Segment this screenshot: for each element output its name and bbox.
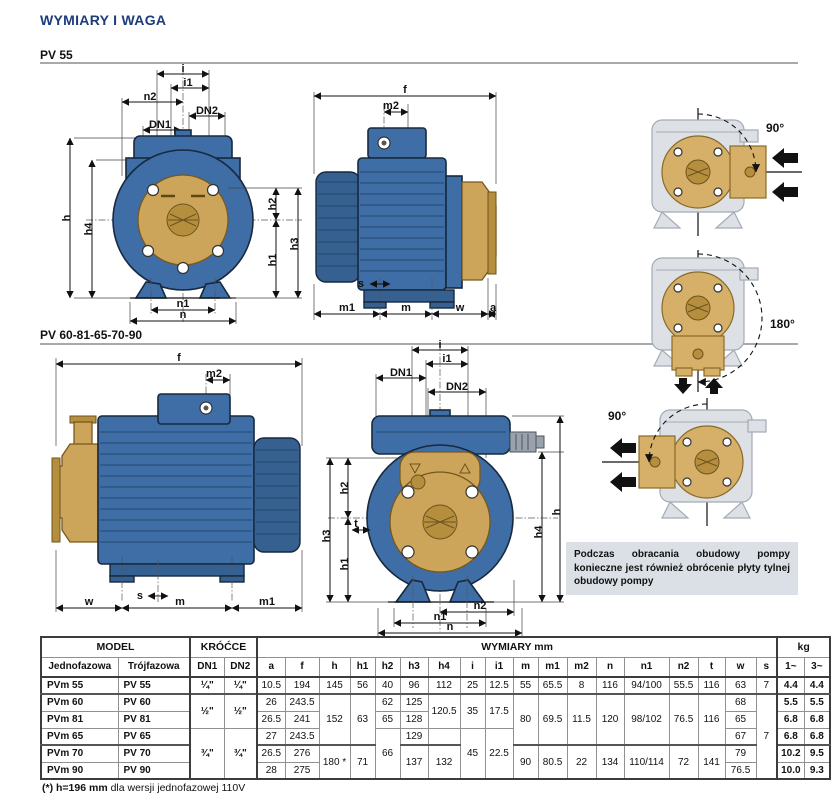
dim-label-m1: m1 bbox=[339, 302, 355, 314]
cell-3~: 6.8 bbox=[804, 711, 830, 728]
cell-h2: 66 bbox=[375, 728, 400, 779]
cell-h4: 112 bbox=[428, 677, 460, 694]
cell-t: 116 bbox=[698, 694, 725, 745]
cell-w: 68 bbox=[725, 694, 756, 711]
cell-s: 7 bbox=[756, 694, 777, 779]
section-label-pv55: PV 55 bbox=[40, 48, 73, 62]
cell-Jednofazowa: PVm 55 bbox=[41, 677, 118, 694]
cell-Trójfazowa: PV 81 bbox=[118, 711, 190, 728]
cell-f: 243.5 bbox=[285, 694, 319, 711]
dim-label-DN1: DN1 bbox=[148, 119, 172, 131]
cell-n: 116 bbox=[596, 677, 624, 694]
dim-label-s: s bbox=[357, 278, 364, 290]
rotation-diagram-90-right bbox=[600, 106, 805, 246]
column-header-3~: 3~ bbox=[804, 657, 830, 677]
cell-a: 27 bbox=[257, 728, 285, 745]
footnote-rest: dla wersji jednofazowej 110V bbox=[107, 782, 246, 794]
column-header-i1: i1 bbox=[485, 657, 513, 677]
cell-DN2: ¾" bbox=[224, 728, 257, 779]
column-header-a: a bbox=[257, 657, 285, 677]
cell-Jednofazowa: PVm 81 bbox=[41, 711, 118, 728]
cell-h: 180 * bbox=[319, 745, 350, 779]
cell-DN1: ½" bbox=[190, 694, 224, 728]
dim-label-m: m bbox=[175, 596, 185, 608]
cell-3~: 6.8 bbox=[804, 728, 830, 745]
cell-f: 241 bbox=[285, 711, 319, 728]
dim-label-a: a bbox=[489, 302, 497, 314]
cell-i: 35 bbox=[460, 694, 485, 728]
cell-DN1: ¾" bbox=[190, 728, 224, 779]
cell-n1: 98/102 bbox=[624, 694, 669, 745]
dim-label-t: t bbox=[354, 518, 358, 530]
column-header-DN2: DN2 bbox=[224, 657, 257, 677]
pv55-front-drawing bbox=[58, 64, 308, 326]
cell-m: 80 bbox=[513, 694, 538, 745]
cell-m2: 8 bbox=[567, 677, 596, 694]
cell-1~: 10.2 bbox=[777, 745, 804, 762]
table-row bbox=[41, 677, 830, 694]
section-label-pv60: PV 60-81-65-70-90 bbox=[40, 328, 143, 342]
cell-w: 67 bbox=[725, 728, 756, 745]
cell-t: 116 bbox=[698, 677, 725, 694]
column-header-n1: n1 bbox=[624, 657, 669, 677]
dim-label-n1: n1 bbox=[433, 611, 447, 623]
cell-1~: 6.8 bbox=[777, 711, 804, 728]
column-header-s: s bbox=[756, 657, 777, 677]
dim-label-h: h bbox=[61, 214, 73, 222]
cell-1~: 6.8 bbox=[777, 728, 804, 745]
column-header-1~: 1~ bbox=[777, 657, 804, 677]
column-header-Trójfazowa: Trójfazowa bbox=[118, 657, 190, 677]
cell-1~: 4.4 bbox=[777, 677, 804, 694]
cell-3~: 9.3 bbox=[804, 762, 830, 779]
dimensions-table bbox=[40, 636, 831, 780]
cell-1~: 10.0 bbox=[777, 762, 804, 779]
cell-t: 141 bbox=[698, 745, 725, 779]
cell-a: 28 bbox=[257, 762, 285, 779]
rotation-angle-2: 180° bbox=[770, 317, 795, 331]
footnote-bold: (*) h=196 mm bbox=[42, 782, 108, 794]
column-header-DN1: DN1 bbox=[190, 657, 224, 677]
cell-1~: 5.5 bbox=[777, 694, 804, 711]
column-group-KRÓĆCE: KRÓĆCE bbox=[190, 637, 257, 657]
dim-label-s: s bbox=[136, 590, 143, 602]
cell-i: 45 bbox=[460, 728, 485, 779]
cell-h1: 71 bbox=[350, 745, 375, 779]
dim-label-i: i bbox=[438, 339, 442, 351]
dim-label-DN1: DN1 bbox=[389, 367, 413, 379]
rotation-angle-1: 90° bbox=[766, 121, 785, 135]
cell-i1: 17.5 bbox=[485, 694, 513, 728]
pv60-side-drawing bbox=[40, 350, 320, 618]
cell-DN2: ¼" bbox=[224, 677, 257, 694]
column-header-w: w bbox=[725, 657, 756, 677]
cell-m: 55 bbox=[513, 677, 538, 694]
cell-Jednofazowa: PVm 65 bbox=[41, 728, 118, 745]
cell-i1: 12.5 bbox=[485, 677, 513, 694]
cell-w: 76.5 bbox=[725, 762, 756, 779]
cell-i: 25 bbox=[460, 677, 485, 694]
cell-h3: 125 bbox=[400, 694, 428, 711]
cell-Trójfazowa: PV 65 bbox=[118, 728, 190, 745]
table-row bbox=[41, 694, 830, 711]
cell-h3: 96 bbox=[400, 677, 428, 694]
column-header-h3: h3 bbox=[400, 657, 428, 677]
rotation-diagram-180 bbox=[600, 248, 805, 394]
cell-w: 79 bbox=[725, 745, 756, 762]
cell-h4: 132 bbox=[428, 745, 460, 779]
dim-label-f: f bbox=[403, 84, 407, 96]
cell-m2: 22 bbox=[567, 745, 596, 779]
cell-n1: 110/114 bbox=[624, 745, 669, 779]
cell-Trójfazowa: PV 90 bbox=[118, 762, 190, 779]
cell-Trójfazowa: PV 55 bbox=[118, 677, 190, 694]
cell-h4: 120.5 bbox=[428, 694, 460, 728]
cell-m: 90 bbox=[513, 745, 538, 779]
cell-w: 65 bbox=[725, 711, 756, 728]
cell-h: 145 bbox=[319, 677, 350, 694]
dim-label-w: w bbox=[455, 302, 465, 314]
dim-label-n: n bbox=[446, 621, 454, 633]
page-title: WYMIARY I WAGA bbox=[40, 12, 167, 28]
column-header-f: f bbox=[285, 657, 319, 677]
cell-m1: 65.5 bbox=[538, 677, 567, 694]
rotation-note: Podczas obracania obudowy pompy konieczne jest również obrócenie płyty tylnej obudowy pompy bbox=[566, 542, 798, 595]
footnote bbox=[42, 782, 245, 794]
cell-n1: 94/100 bbox=[624, 677, 669, 694]
column-header-m2: m2 bbox=[567, 657, 596, 677]
cell-n: 120 bbox=[596, 694, 624, 745]
cell-DN2: ½" bbox=[224, 694, 257, 728]
dim-label-DN2: DN2 bbox=[195, 105, 219, 117]
cell-f: 194 bbox=[285, 677, 319, 694]
cell-3~: 4.4 bbox=[804, 677, 830, 694]
column-header-h2: h2 bbox=[375, 657, 400, 677]
column-header-h4: h4 bbox=[428, 657, 460, 677]
dim-label-h1: h1 bbox=[339, 557, 351, 571]
column-header-i: i bbox=[460, 657, 485, 677]
dim-label-i: i bbox=[181, 63, 185, 75]
cell-n: 134 bbox=[596, 745, 624, 779]
dim-label-m2: m2 bbox=[383, 100, 399, 112]
dim-label-h2: h2 bbox=[339, 481, 351, 495]
cell-h2: 62 bbox=[375, 694, 400, 711]
pv60-front-drawing bbox=[318, 340, 568, 636]
cell-Trójfazowa: PV 60 bbox=[118, 694, 190, 711]
cell-h3: 128 bbox=[400, 711, 428, 728]
dim-label-h2: h2 bbox=[267, 197, 279, 211]
dim-label-f: f bbox=[177, 352, 181, 364]
column-header-m: m bbox=[513, 657, 538, 677]
dim-label-n: n bbox=[179, 309, 187, 321]
cell-3~: 9.5 bbox=[804, 745, 830, 762]
rotation-angle-3: 90° bbox=[608, 409, 627, 423]
cell-n2: 76.5 bbox=[669, 694, 698, 745]
dim-label-i1: i1 bbox=[442, 353, 452, 365]
dim-label-w: w bbox=[84, 596, 94, 608]
dim-label-m1: m1 bbox=[259, 596, 275, 608]
cell-3~: 5.5 bbox=[804, 694, 830, 711]
dim-label-h3: h3 bbox=[321, 529, 333, 543]
column-header-t: t bbox=[698, 657, 725, 677]
cell-DN1: ¼" bbox=[190, 677, 224, 694]
cell-a: 26 bbox=[257, 694, 285, 711]
dim-label-DN2: DN2 bbox=[445, 381, 469, 393]
column-header-n: n bbox=[596, 657, 624, 677]
column-group-kg: kg bbox=[777, 637, 830, 657]
cell-n2: 55.5 bbox=[669, 677, 698, 694]
cell-f: 243.5 bbox=[285, 728, 319, 745]
dim-label-h3: h3 bbox=[289, 237, 301, 251]
cell-Jednofazowa: PVm 90 bbox=[41, 762, 118, 779]
cell-h2: 40 bbox=[375, 677, 400, 694]
dim-label-h1: h1 bbox=[267, 253, 279, 267]
dim-label-h4: h4 bbox=[533, 525, 545, 539]
cell-a: 26.5 bbox=[257, 711, 285, 728]
dim-label-h: h bbox=[551, 508, 563, 516]
dim-label-i1: i1 bbox=[183, 77, 193, 89]
cell-m2: 11.5 bbox=[567, 694, 596, 745]
dim-label-n2: n2 bbox=[473, 600, 487, 612]
cell-h2: 65 bbox=[375, 711, 400, 728]
rotation-diagram-90-left bbox=[600, 396, 805, 536]
pv55-side-drawing bbox=[300, 84, 515, 324]
cell-s: 7 bbox=[756, 677, 777, 694]
cell-h4 bbox=[428, 728, 460, 745]
column-group-WYMIARY mm: WYMIARY mm bbox=[257, 637, 777, 657]
dim-label-n2: n2 bbox=[143, 91, 157, 103]
column-header-m1: m1 bbox=[538, 657, 567, 677]
cell-h3: 129 bbox=[400, 728, 428, 745]
cell-a: 10.5 bbox=[257, 677, 285, 694]
cell-n2: 72 bbox=[669, 745, 698, 779]
cell-f: 275 bbox=[285, 762, 319, 779]
column-header-Jednofazowa: Jednofazowa bbox=[41, 657, 118, 677]
dim-label-m2: m2 bbox=[206, 368, 222, 380]
cell-h1: 63 bbox=[350, 694, 375, 745]
dim-label-h4: h4 bbox=[83, 222, 95, 236]
column-group-MODEL: MODEL bbox=[41, 637, 190, 657]
column-header-n2: n2 bbox=[669, 657, 698, 677]
cell-w: 63 bbox=[725, 677, 756, 694]
table-row bbox=[41, 745, 830, 762]
cell-i1: 22.5 bbox=[485, 728, 513, 779]
dim-label-n1: n1 bbox=[176, 298, 190, 310]
dim-label-m: m bbox=[401, 302, 411, 314]
column-header-h: h bbox=[319, 657, 350, 677]
cell-h: 152 bbox=[319, 694, 350, 745]
cell-m1: 69.5 bbox=[538, 694, 567, 745]
cell-Jednofazowa: PVm 60 bbox=[41, 694, 118, 711]
cell-h1: 56 bbox=[350, 677, 375, 694]
cell-a: 26.5 bbox=[257, 745, 285, 762]
cell-h3: 137 bbox=[400, 745, 428, 779]
cell-Jednofazowa: PVm 70 bbox=[41, 745, 118, 762]
column-header-h1: h1 bbox=[350, 657, 375, 677]
cell-m1: 80.5 bbox=[538, 745, 567, 779]
cell-Trójfazowa: PV 70 bbox=[118, 745, 190, 762]
cell-f: 276 bbox=[285, 745, 319, 762]
